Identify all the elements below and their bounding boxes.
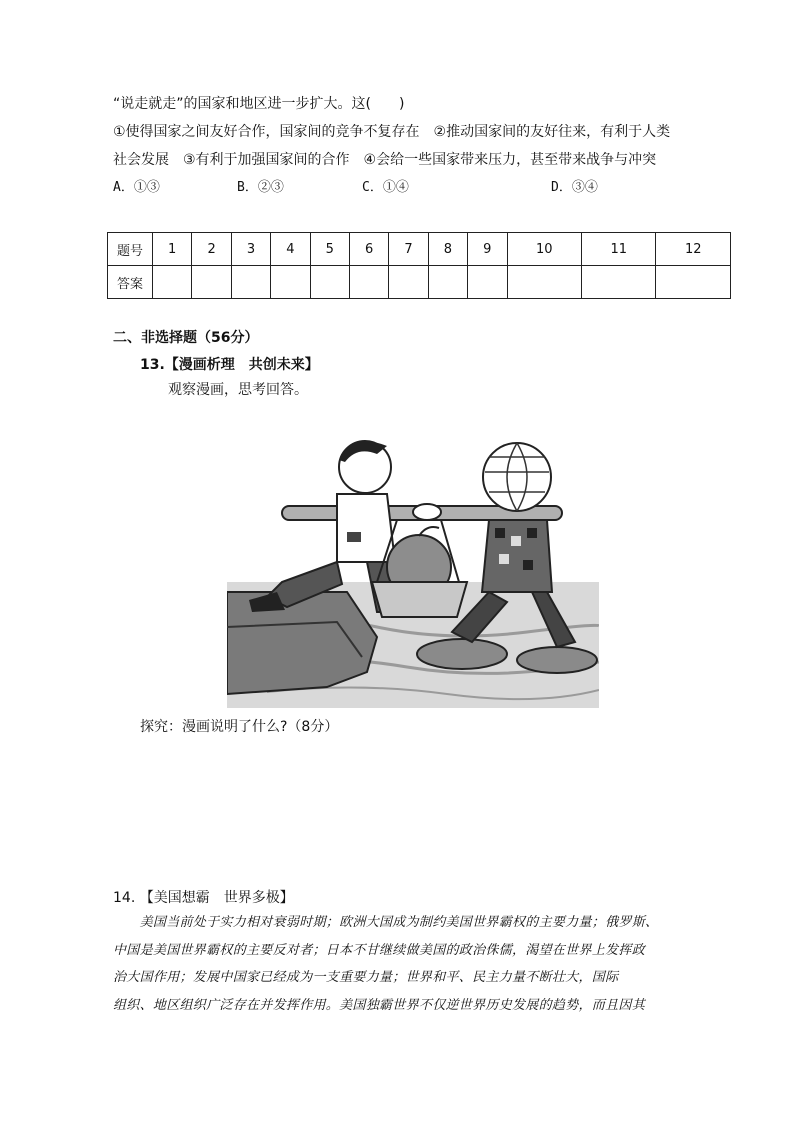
statement-line-2: 社会发展 ③有利于加强国家间的合作 ④会给一些国家带来压力，甚至带来战争与冲突 bbox=[113, 152, 657, 168]
cartoon-image bbox=[227, 432, 599, 708]
question-number: 5 bbox=[310, 233, 349, 266]
question-number: 2 bbox=[192, 233, 231, 266]
paragraph-line: 美国当前处于实力相对衰弱时期；欧洲大国成为制约美国世界霸权的主要力量；俄罗斯、 bbox=[113, 915, 659, 930]
paragraph-line: 中国是美国世界霸权的主要反对者；日本不甘继续做美国的政治侏儒，渴望在世界上发挥政 bbox=[113, 942, 646, 958]
table-row bbox=[108, 266, 731, 299]
answer-row-label: 答案 bbox=[108, 266, 153, 299]
answer-cell[interactable] bbox=[581, 266, 655, 299]
answer-cell[interactable] bbox=[231, 266, 270, 299]
question-stem: “说走就走”的国家和地区进一步扩大。这( ) bbox=[113, 96, 405, 112]
paragraph-line: 治大国作用；发展中国家已经成为一支重要力量；世界和平、民主力量不断壮大，国际 bbox=[113, 970, 619, 985]
answer-cell[interactable] bbox=[153, 266, 192, 299]
option-b: B．②③ bbox=[237, 180, 284, 195]
question-number: 9 bbox=[468, 233, 507, 266]
option-a: A．①③ bbox=[113, 180, 160, 195]
statement-line-1: ①使得国家之间友好合作，国家间的竞争不复存在 ②推动国家间的友好往来，有利于人类 bbox=[113, 124, 671, 140]
question-number: 8 bbox=[428, 233, 467, 266]
answer-cell[interactable] bbox=[349, 266, 388, 299]
table-row bbox=[108, 233, 731, 266]
table-header-label: 题号 bbox=[108, 233, 153, 266]
question-14-paragraph bbox=[113, 909, 683, 1019]
answer-table bbox=[107, 232, 731, 299]
question-number: 7 bbox=[389, 233, 428, 266]
question-number: 6 bbox=[349, 233, 388, 266]
answer-cell[interactable] bbox=[310, 266, 349, 299]
question-13-prompt: 探究：漫画说明了什么?（8分） bbox=[140, 719, 339, 735]
question-number: 4 bbox=[271, 233, 310, 266]
question-13-instruction: 观察漫画，思考回答。 bbox=[168, 382, 308, 398]
answer-cell[interactable] bbox=[271, 266, 310, 299]
question-13-title: 13.【漫画析理 共创未来】 bbox=[140, 357, 319, 373]
answer-cell[interactable] bbox=[507, 266, 581, 299]
question-number: 11 bbox=[581, 233, 655, 266]
option-d: D．③④ bbox=[551, 180, 598, 195]
answer-cell[interactable] bbox=[468, 266, 507, 299]
option-c: C．①④ bbox=[362, 180, 409, 195]
question-number: 12 bbox=[656, 233, 731, 266]
answer-cell[interactable] bbox=[656, 266, 731, 299]
answer-cell[interactable] bbox=[428, 266, 467, 299]
question-14-title: 14. 【美国想霸 世界多极】 bbox=[113, 890, 294, 906]
question-number: 10 bbox=[507, 233, 581, 266]
answer-cell[interactable] bbox=[192, 266, 231, 299]
question-number: 1 bbox=[153, 233, 192, 266]
paragraph-line: 组织、地区组织广泛存在并发挥作用。美国独霸世界不仅逆世界历史发展的趋势，而且因其 bbox=[113, 997, 646, 1013]
section-title: 二、非选择题（56分） bbox=[113, 330, 259, 346]
answer-cell[interactable] bbox=[389, 266, 428, 299]
question-number: 3 bbox=[231, 233, 270, 266]
